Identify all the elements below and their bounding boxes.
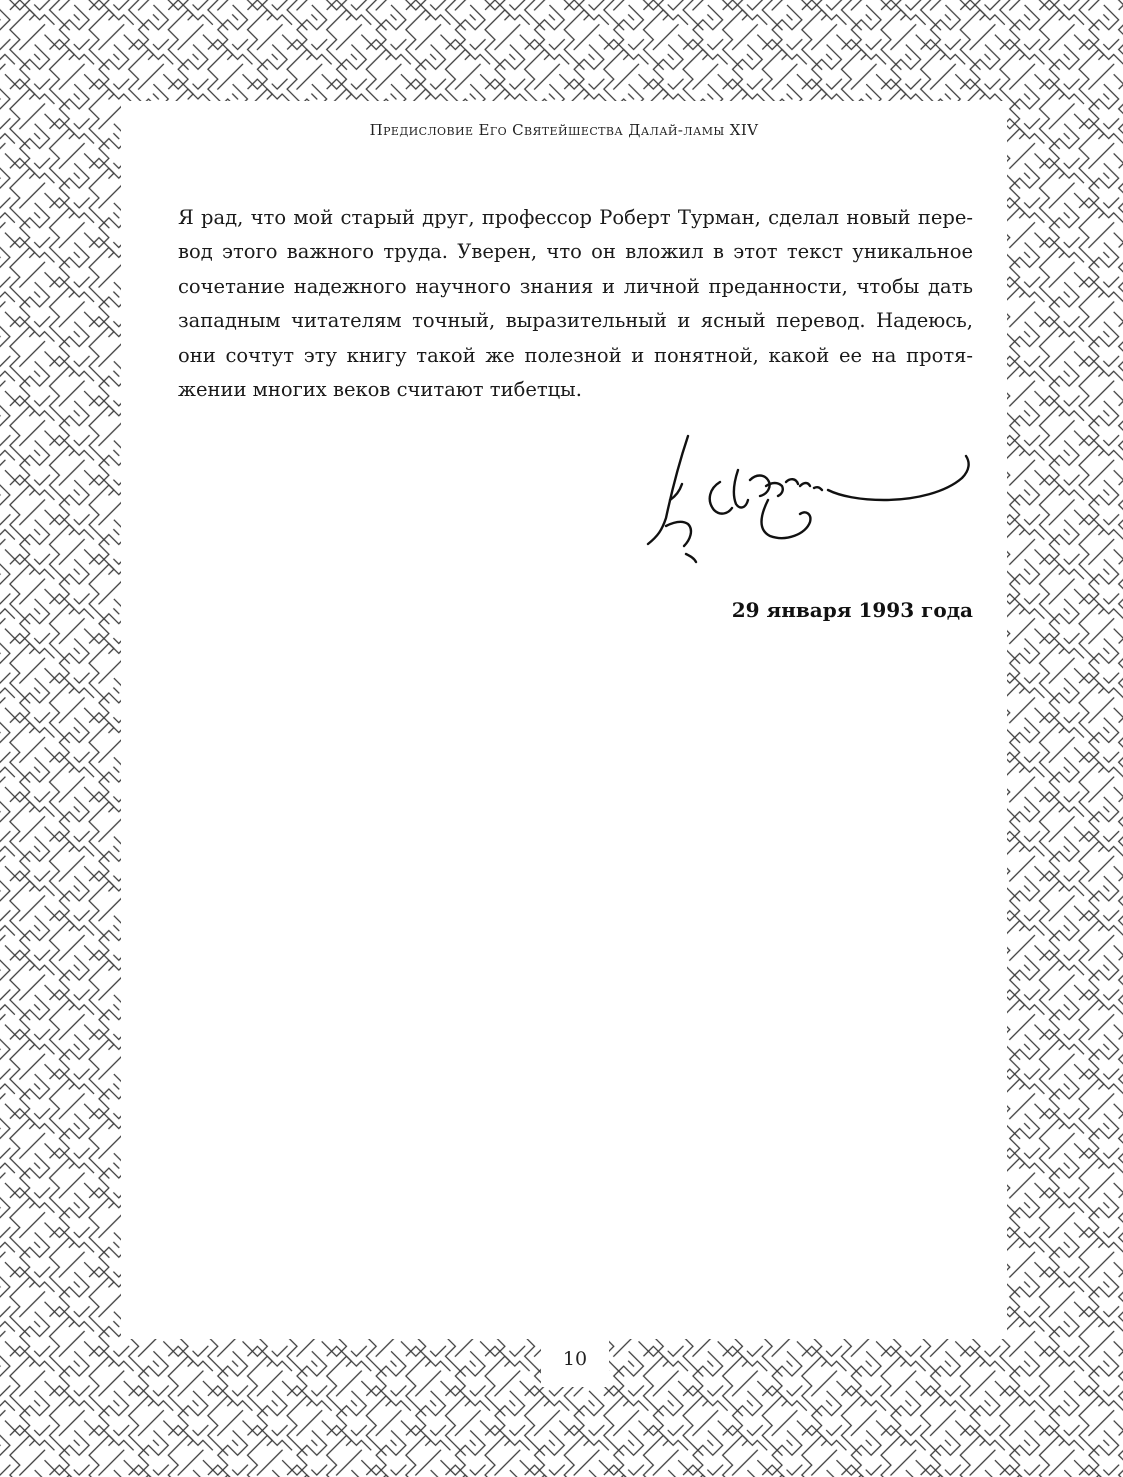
- body-line: западным читателям точный, выразительный и ясный перевод. Надеюсь,: [178, 309, 973, 333]
- body-line: Я рад, что мой старый друг, профессор Роберт Турман, сделал новый пере-: [178, 206, 973, 229]
- body-line: сочетание надежного научного знания и личной преданности, чтобы дать: [178, 274, 973, 298]
- body-line: жении многих веков считают тибетцы.: [178, 378, 582, 402]
- body-paragraph: [178, 201, 973, 407]
- body-line: они сочтут эту книгу такой же полезной и понятной, какой ее на протя-: [178, 343, 973, 367]
- page-number: 10: [562, 1348, 588, 1370]
- running-header: Предисловие Его Святейшества Далай-ламы XIV: [369, 121, 759, 139]
- letter-date: 29 января 1993 года: [731, 598, 973, 622]
- signature-icon: [640, 430, 980, 570]
- body-line: вод этого важного труда. Уверен, что он вложил в этот текст уникальное: [178, 240, 973, 264]
